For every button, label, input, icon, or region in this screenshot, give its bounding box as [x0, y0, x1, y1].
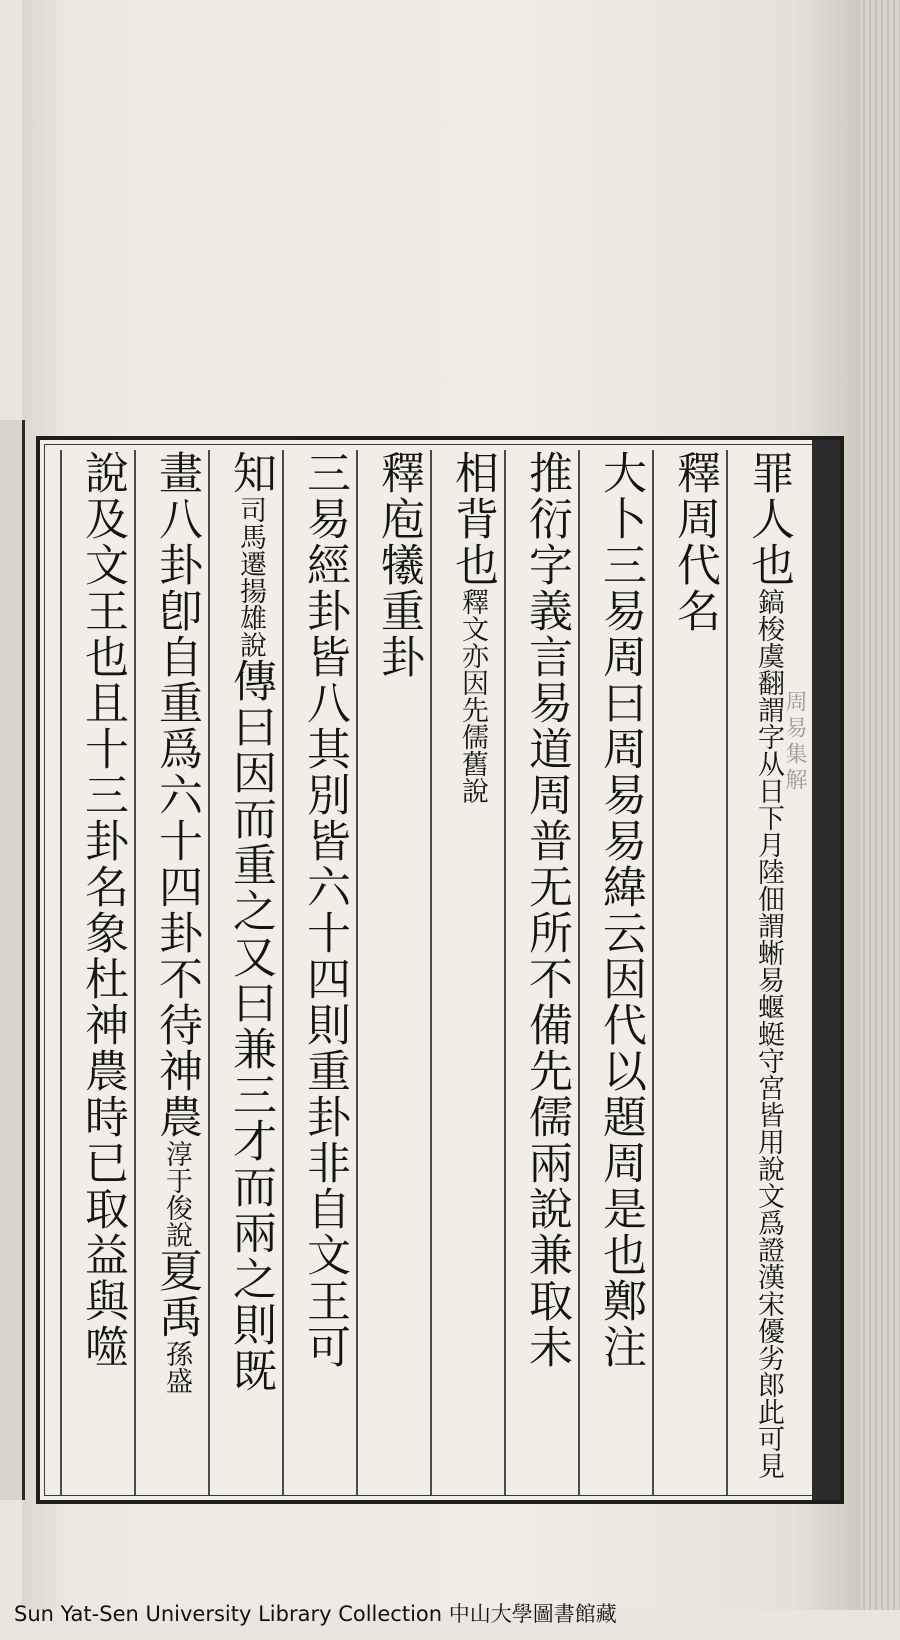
column-4-main: 推衍字義言易道周普无所不備先儒兩說兼取未: [521, 450, 572, 1370]
page-stack-edge: [860, 0, 900, 1610]
column-5-main: 相背也: [447, 450, 498, 588]
column-10-main: 說及文王也且十三卦名象杜神農時已取益與噬: [77, 450, 128, 1370]
column-8: [208, 450, 282, 1495]
column-1-main: 罪人也: [743, 450, 794, 588]
column-2: [652, 450, 726, 1495]
column-7-main: 三易經卦皆八其別皆六十四則重卦非自文王可: [299, 450, 350, 1370]
text-frame: [36, 436, 844, 1504]
column-6: [356, 450, 430, 1495]
column-3-main: 大卜三易周曰周易易緯云因代以題周是也鄭注: [595, 450, 646, 1370]
column-8-main: 知: [225, 450, 276, 496]
column-1-note: 鎬梭虞翻謂字从日下月陸佃謂蜥易蝘蜓守宮皆用說文爲證漢宋優劣郎此可見: [753, 588, 784, 1479]
column-9: [134, 450, 208, 1495]
column-8-main-continued: 傳曰因而重之又曰兼三才而兩之則既: [225, 658, 276, 1394]
collection-caption: Sun Yat-Sen University Library Collection 中山大學圖書館藏: [14, 1602, 617, 1626]
column-3: [578, 450, 652, 1495]
spine-label: 周易集解: [782, 690, 807, 794]
column-9-main-continued: 夏禹: [151, 1248, 202, 1340]
column-8-note: 司馬遷揚雄說: [235, 496, 266, 658]
column-6-main: 釋庖犧重卦: [373, 450, 424, 680]
column-4: [504, 450, 578, 1495]
column-9-note: 淳于俊說: [161, 1140, 192, 1248]
fold-spine: [812, 440, 840, 1500]
column-9-note-2: 孫盛: [161, 1340, 192, 1394]
column-5: [430, 450, 504, 1495]
column-10: [60, 450, 134, 1495]
previous-page-edge: [0, 420, 25, 1500]
column-7: [282, 450, 356, 1495]
column-5-note: 釋文亦因先儒舊說: [457, 588, 488, 804]
column-9-main: 畫八卦卽自重爲六十四卦不待神農: [151, 450, 202, 1140]
column-2-main: 釋周代名: [669, 450, 720, 634]
column-1: [726, 450, 800, 1495]
